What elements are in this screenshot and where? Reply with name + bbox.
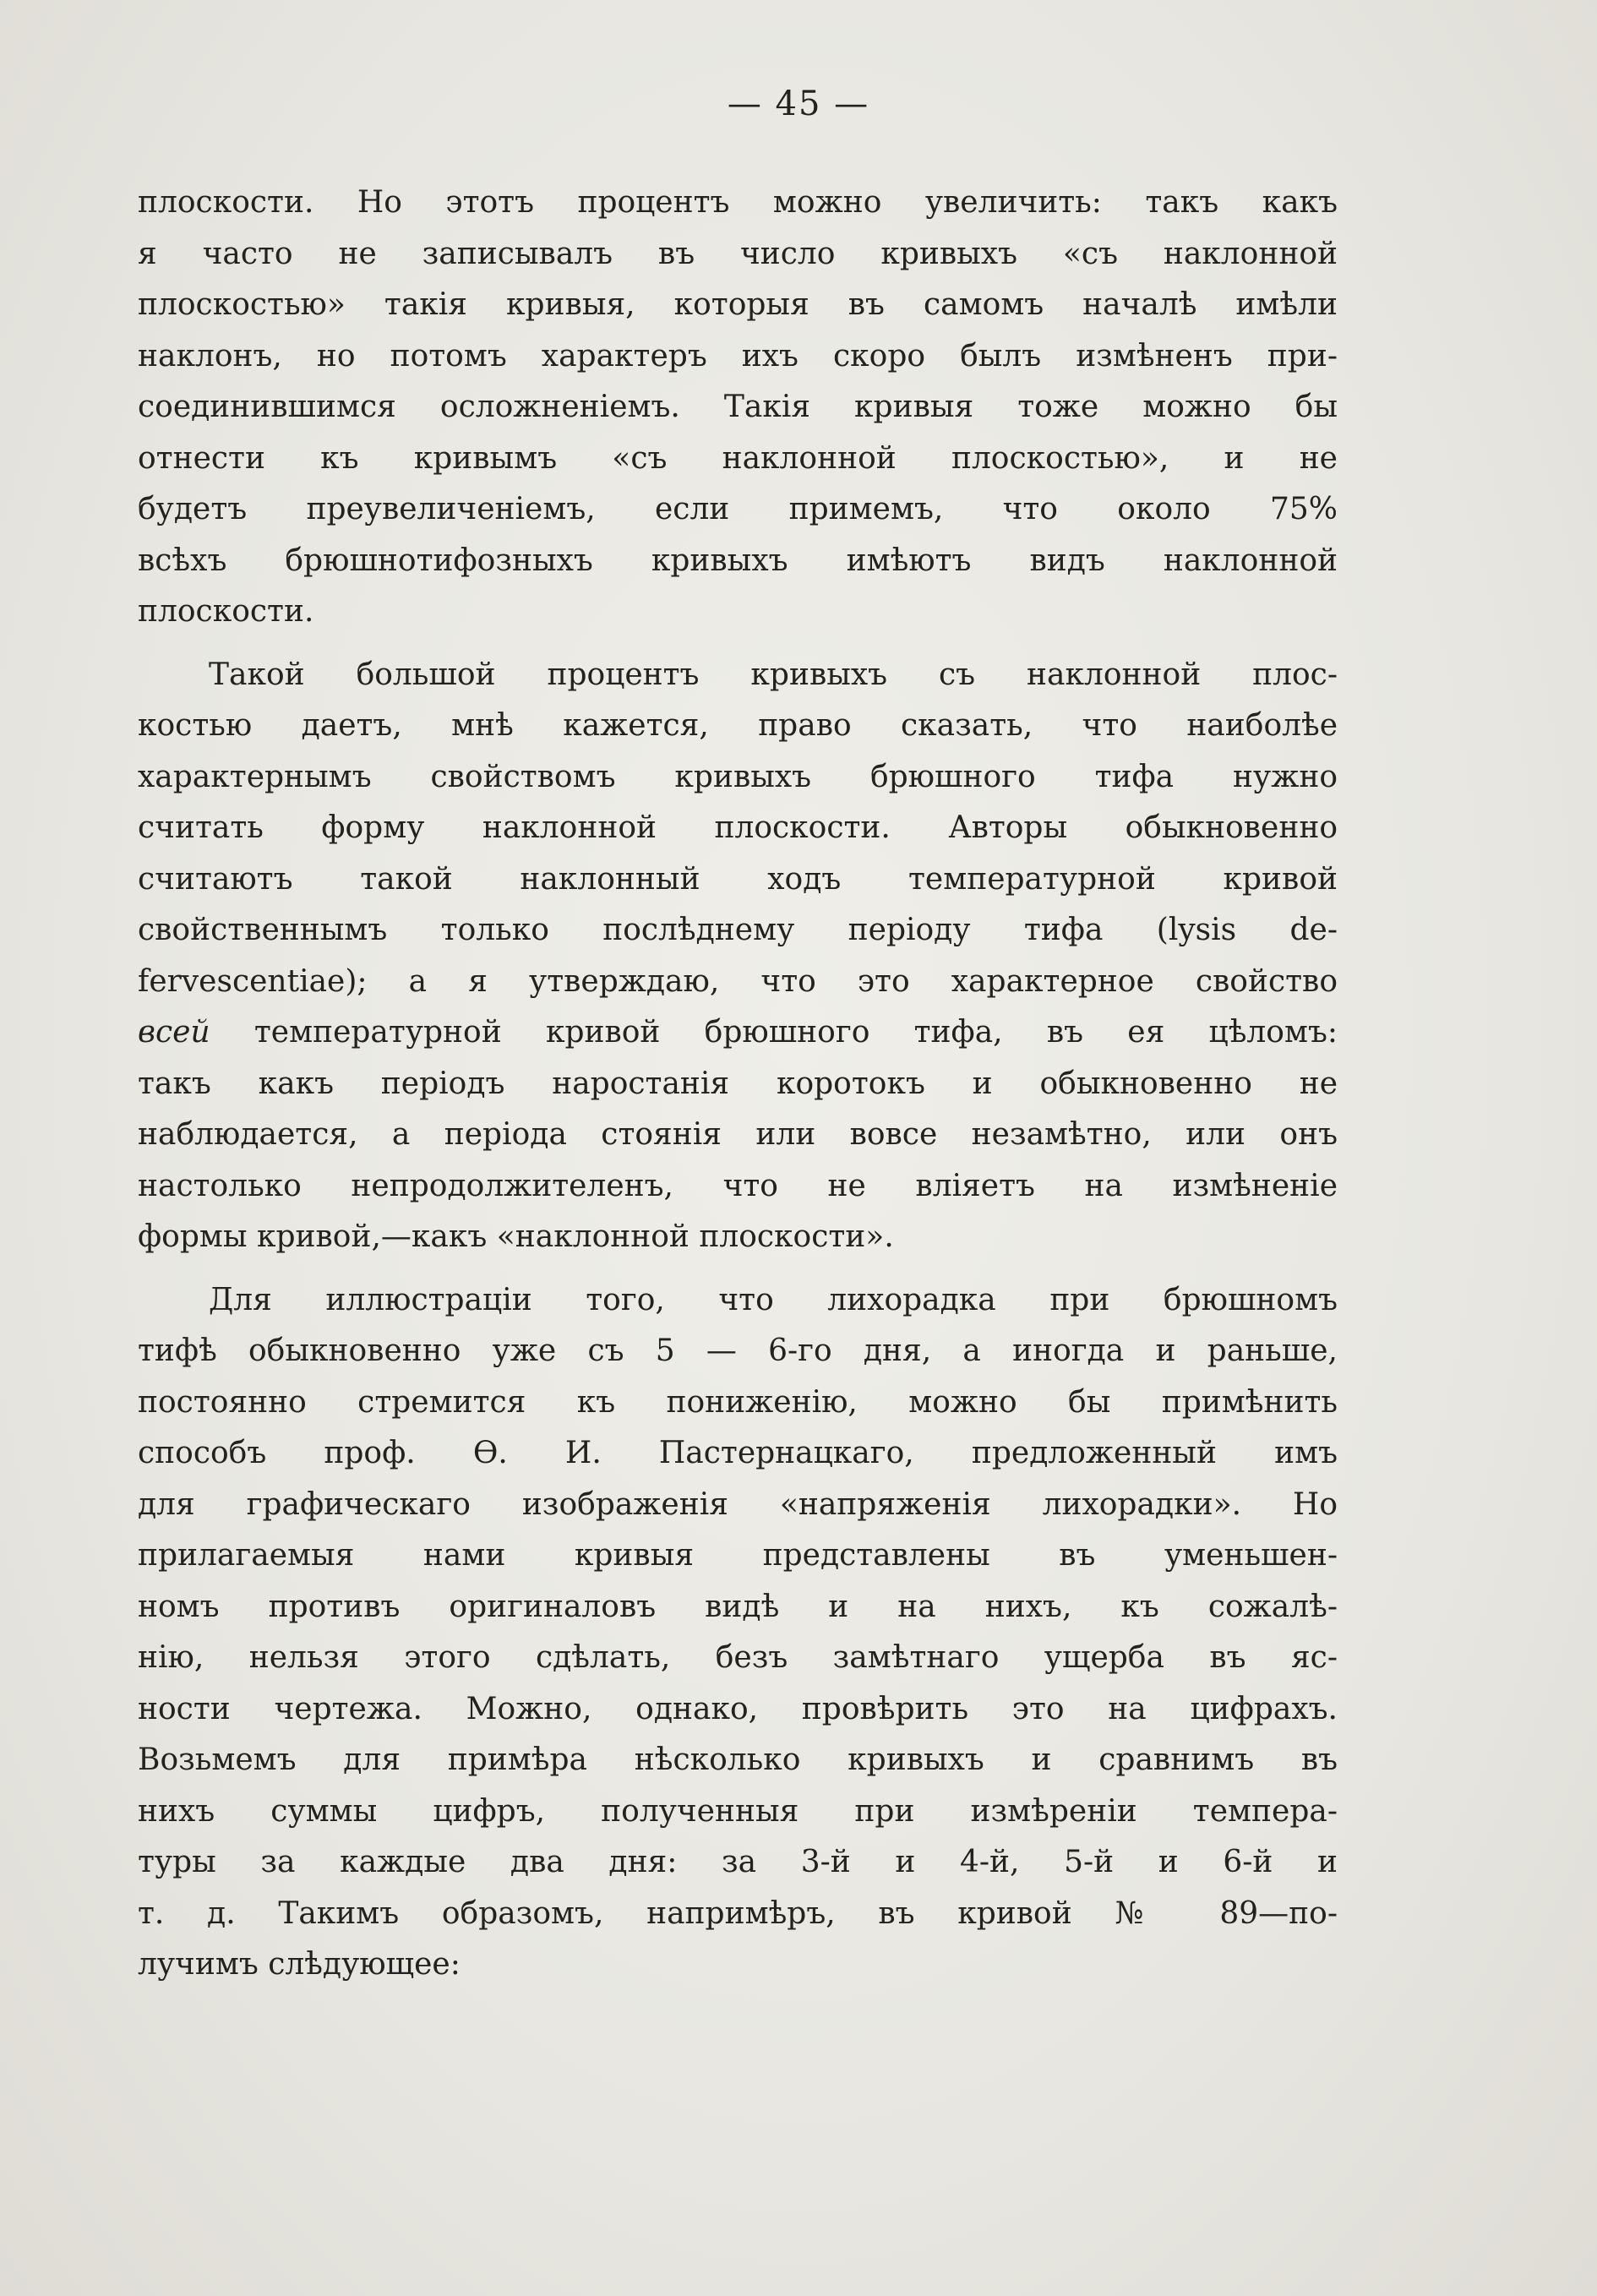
text-line: для графическаго изображенія «напряженія лихорадки». Но — [138, 1486, 1338, 1522]
text-line: такъ какъ періодъ наростанія коротокъ и обыкновенно не — [138, 1066, 1338, 1101]
text-line: плоскости. — [138, 594, 314, 629]
text-line: считать форму наклонной плоскости. Авторы обыкновенно — [138, 810, 1338, 845]
text-line: нію, нельзя этого сдѣлать, безъ замѣтнаго ущерба въ яс- — [138, 1640, 1338, 1675]
text-line: характернымъ свойствомъ кривыхъ брюшного тифа нужно — [138, 759, 1338, 794]
text-line: соединившимся осложненіемъ. Такія кривыя тоже можно бы — [138, 390, 1338, 424]
text-line-rest: температурной кривой брюшного тифа, въ ея цѣломъ: — [253, 1015, 1338, 1050]
text-line: лучимъ слѣдующее: — [138, 1947, 461, 1982]
text-line: прилагаемыя нами кривыя представлены въ уменьшен- — [138, 1538, 1338, 1573]
text-line: fervescentiae); а я утверждаю, что это характерное свойство — [138, 963, 1338, 999]
text-line: постоянно стремится къ пониженію, можно бы примѣнить — [138, 1384, 1338, 1420]
text-line: т. д. Такимъ образомъ, напримѣръ, въ кривой № 89—по- — [138, 1895, 1338, 1931]
text-line: отнести къ кривымъ «съ наклонной плоскостью», и не — [138, 440, 1338, 476]
text-line: номъ противъ оригиналовъ видѣ и на нихъ, къ сожалѣ- — [138, 1589, 1338, 1624]
text-line: свойственнымъ только послѣднему періоду тифа (lysis de- — [138, 913, 1338, 947]
text-line: формы кривой,—какъ «наклонной плоскости». — [138, 1219, 894, 1254]
text-line: настолько непродолжителенъ, что не вліяетъ на измѣненіе — [138, 1168, 1338, 1203]
text-line: костью даетъ, мнѣ кажется, право сказать, что наиболѣе — [138, 708, 1338, 743]
body-text — [138, 177, 1338, 1991]
text-line: наклонъ, но потомъ характеръ ихъ скоро былъ измѣненъ при- — [138, 338, 1338, 374]
text-line: туры за каждые два дня: за 3-й и 4-й, 5-й и 6-й и — [138, 1845, 1338, 1879]
text-line: считаютъ такой наклонный ходъ температурной кривой — [138, 861, 1338, 897]
text-line: способъ проф. Ѳ. И. Пастернацкаго, предложенный имъ — [138, 1436, 1338, 1470]
emphasis-word: всей — [138, 1015, 210, 1050]
text-line: плоскостью» такія кривыя, которыя въ самомъ началѣ имѣли — [138, 287, 1338, 322]
paragraph-1 — [138, 177, 1338, 638]
text-line: Для иллюстраціи того, что лихорадка при брюшномъ — [209, 1282, 1338, 1317]
text-line: тифѣ обыкновенно уже съ 5 — 6-го дня, а иногда и раньше, — [138, 1333, 1338, 1368]
text-line: плоскости. Но этотъ процентъ можно увеличить: такъ какъ — [138, 185, 1338, 220]
text-line-with-emphasis — [138, 1007, 1338, 1059]
text-line: я часто не записывалъ въ число кривыхъ «съ наклонной — [138, 236, 1338, 271]
text-line: Такой большой процентъ кривыхъ съ наклонной плос- — [209, 657, 1338, 692]
paragraph-2 — [138, 650, 1338, 1263]
text-line: наблюдается, а періода стоянія или вовсе незамѣтно, или онъ — [138, 1117, 1338, 1152]
paragraph-3 — [138, 1275, 1338, 1991]
text-line: будетъ преувеличеніемъ, если примемъ, что около 75% — [138, 492, 1338, 526]
text-line: нихъ суммы цифръ, полученныя при измѣреніи темпера- — [138, 1793, 1338, 1829]
text-line: Возьмемъ для примѣра нѣсколько кривыхъ и сравнимъ въ — [138, 1742, 1338, 1777]
text-line: всѣхъ брюшнотифозныхъ кривыхъ имѣютъ видъ наклонной — [138, 543, 1338, 578]
page-number: — 45 — — [727, 85, 870, 123]
text-line: ности чертежа. Можно, однако, провѣрить это на цифрахъ. — [138, 1691, 1338, 1726]
